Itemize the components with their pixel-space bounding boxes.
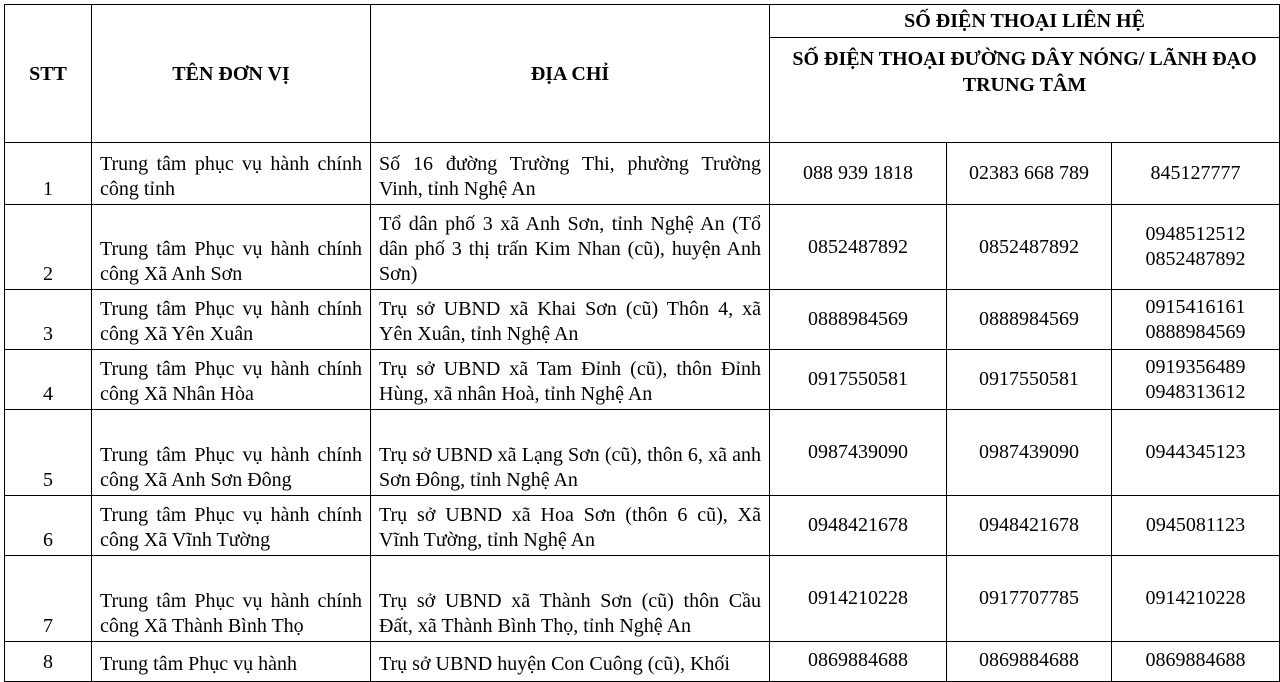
- phone-number: 0869884688: [1145, 649, 1246, 671]
- header-contact-phone: SỐ ĐIỆN THOẠI LIÊN HỆ: [770, 5, 1280, 38]
- cell-address: Trụ sở UBND xã Thành Sơn (cũ) thôn Cầu Đất, xã Thành Bình Thọ, tỉnh Nghệ An: [371, 556, 770, 642]
- table-row: [5, 642, 1280, 682]
- cell-phone-1: 0888984569: [770, 290, 947, 350]
- cell-stt: 5: [5, 410, 92, 496]
- cell-address: Trụ sở UBND xã Lạng Sơn (cũ), thôn 6, xã anh Sơn Đông, tỉnh Nghệ An: [371, 410, 770, 496]
- cell-address: Số 16 đường Trường Thi, phường Trường Vinh, tỉnh Nghệ An: [371, 143, 770, 205]
- phone-number: 0945081123: [1145, 514, 1246, 536]
- cell-phone-1: 0987439090: [770, 410, 947, 496]
- cell-phone-3: [1112, 143, 1280, 205]
- cell-address: Trụ sở UBND xã Khai Sơn (cũ) Thôn 4, xã Yên Xuân, tỉnh Nghệ An: [371, 290, 770, 350]
- table-row: [5, 496, 1280, 556]
- cell-address: Trụ sở UBND xã Hoa Sơn (thôn 6 cũ), Xã Vĩnh Tường, tỉnh Nghệ An: [371, 496, 770, 556]
- cell-address: Tổ dân phố 3 xã Anh Sơn, tỉnh Nghệ An (Tổ dân phố 3 thị trấn Kim Nhan (cũ), huyện Anh Sơn): [371, 205, 770, 290]
- cell-unit-name: Trung tâm Phục vụ hành chính công Xã Yên Xuân: [92, 290, 371, 350]
- contact-table: [4, 4, 1280, 682]
- cell-phone-2: 0917707785: [947, 556, 1112, 642]
- cell-unit-name: Trung tâm phục vụ hành chính công tỉnh: [92, 143, 371, 205]
- cell-phone-2: 0948421678: [947, 496, 1112, 556]
- cell-phone-1: 088 939 1818: [770, 143, 947, 205]
- cell-phone-1: 0869884688: [770, 642, 947, 682]
- phone-number: 0944345123: [1145, 441, 1246, 463]
- cell-phone-2: 0917550581: [947, 350, 1112, 410]
- cell-phone-3: [1112, 556, 1280, 642]
- cell-phone-1: 0948421678: [770, 496, 947, 556]
- table-row: [5, 290, 1280, 350]
- header-address: ĐỊA CHỈ: [371, 5, 770, 143]
- header-stt: STT: [5, 5, 92, 143]
- cell-address: Trụ sở UBND huyện Con Cuông (cũ), Khối: [371, 642, 770, 682]
- cell-stt: 7: [5, 556, 92, 642]
- cell-unit-name: Trung tâm Phục vụ hành chính công Xã Nhân Hòa: [92, 350, 371, 410]
- header-hotline-leader: SỐ ĐIỆN THOẠI ĐƯỜNG DÂY NÓNG/ LÃNH ĐẠO TRUNG TÂM: [770, 38, 1280, 143]
- cell-phone-2: 02383 668 789: [947, 143, 1112, 205]
- cell-stt: 8: [5, 642, 92, 682]
- cell-unit-name: Trung tâm Phục vụ hành chính công Xã Anh Sơn: [92, 205, 371, 290]
- cell-phone-3: [1112, 290, 1280, 350]
- cell-phone-3: [1112, 410, 1280, 496]
- phone-number: 0852487892: [1145, 248, 1246, 270]
- cell-phone-1: 0914210228: [770, 556, 947, 642]
- cell-phone-2: 0869884688: [947, 642, 1112, 682]
- phone-number: 0919356489: [1145, 355, 1246, 378]
- cell-unit-name: Trung tâm Phục vụ hành: [92, 642, 371, 682]
- cell-stt: 1: [5, 143, 92, 205]
- table-row: [5, 410, 1280, 496]
- table-header: [5, 5, 1280, 143]
- phone-number: 0914210228: [1145, 587, 1246, 609]
- cell-unit-name: Trung tâm Phục vụ hành chính công Xã Thành Bình Thọ: [92, 556, 371, 642]
- cell-stt: 2: [5, 205, 92, 290]
- cell-stt: 6: [5, 496, 92, 556]
- cell-phone-2: 0987439090: [947, 410, 1112, 496]
- phone-number: 0948313612: [1145, 380, 1246, 403]
- cell-phone-3: [1112, 642, 1280, 682]
- cell-phone-3: [1112, 496, 1280, 556]
- cell-unit-name: Trung tâm Phục vụ hành chính công Xã Anh Sơn Đông: [92, 410, 371, 496]
- phone-number: 0915416161: [1145, 295, 1246, 318]
- table-row: [5, 350, 1280, 410]
- cell-address: Trụ sở UBND xã Tam Đỉnh (cũ), thôn Đỉnh Hùng, xã nhân Hoà, tỉnh Nghệ An: [371, 350, 770, 410]
- cell-stt: 3: [5, 290, 92, 350]
- cell-phone-2: 0852487892: [947, 205, 1112, 290]
- cell-phone-2: 0888984569: [947, 290, 1112, 350]
- phone-number: 0888984569: [1145, 320, 1246, 343]
- cell-unit-name: Trung tâm Phục vụ hành chính công Xã Vĩnh Tường: [92, 496, 371, 556]
- header-unit-name: TÊN ĐƠN VỊ: [92, 5, 371, 143]
- table-row: [5, 556, 1280, 642]
- table-row: [5, 205, 1280, 290]
- cell-phone-3: [1112, 205, 1280, 290]
- cell-phone-1: 0917550581: [770, 350, 947, 410]
- cell-stt: 4: [5, 350, 92, 410]
- phone-number: 845127777: [1150, 162, 1241, 184]
- table-row: [5, 143, 1280, 205]
- cell-phone-1: 0852487892: [770, 205, 947, 290]
- table-body: [5, 143, 1280, 682]
- phone-number: 0948512512: [1145, 223, 1246, 245]
- cell-phone-3: [1112, 350, 1280, 410]
